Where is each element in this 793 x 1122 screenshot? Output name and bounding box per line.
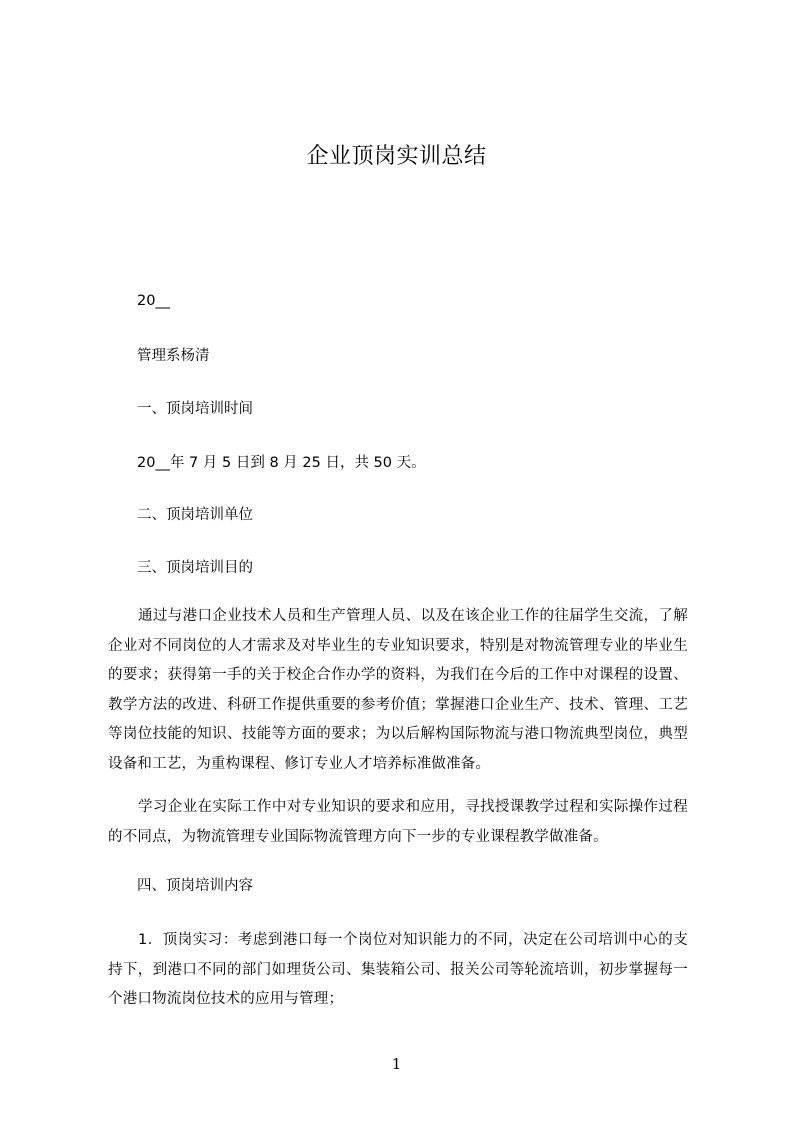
purpose-paragraph-1: 通过与港口企业技术人员和生产管理人员、以及在该企业工作的往届学生交流，了解企业对不同岗位的人才需求及对毕业生的专业知识要求，特别是对物流管理专业的毕业生的要求；获得第一手的关于校企合作办学的资料，为我们在今后的工作中对课程的设置、教学方法的改进、科研工作提供重要的参考价值；掌握港口企业生产、技术、管理、工艺等岗位技能的知识、技能等方面的要求；为以后解构国际物流与港口物流典型岗位，典型设备和工艺，为重构课程、修订专业人才培养标准做准备。 [108, 608, 688, 772]
purpose-paragraph-2: 学习企业在实际工作中对专业知识的要求和应用，寻找授课教学过程和实际操作过程的不同点，为物流管理专业国际物流管理方向下一步的专业课程教学做准备。 [108, 799, 688, 845]
page-number: 1 [391, 1055, 402, 1073]
section-heading-content: 四、顶岗培训内容 [137, 878, 253, 894]
year-line: 20__ [137, 293, 170, 309]
training-period-text: 20__年 7 月 5 日到 8 月 25 日，共 50 天。 [137, 455, 426, 471]
section-heading-purpose: 三、顶岗培训目的 [137, 560, 253, 576]
document-title: 企业顶岗实训总结 [306, 144, 487, 169]
section-heading-time: 一、顶岗培训时间 [137, 401, 253, 417]
content-item-1: 1．顶岗实习：考虑到港口每一个岗位对知识能力的不同，决定在公司培训中心的支持下，到港口不同的部门如理货公司、集装箱公司、报关公司等轮流培训，初步掌握每一个港口物流岗位技术的应用与管理； [108, 932, 688, 1007]
section-heading-unit: 二、顶岗培训单位 [137, 507, 253, 523]
author-line: 管理系杨清 [137, 348, 210, 364]
